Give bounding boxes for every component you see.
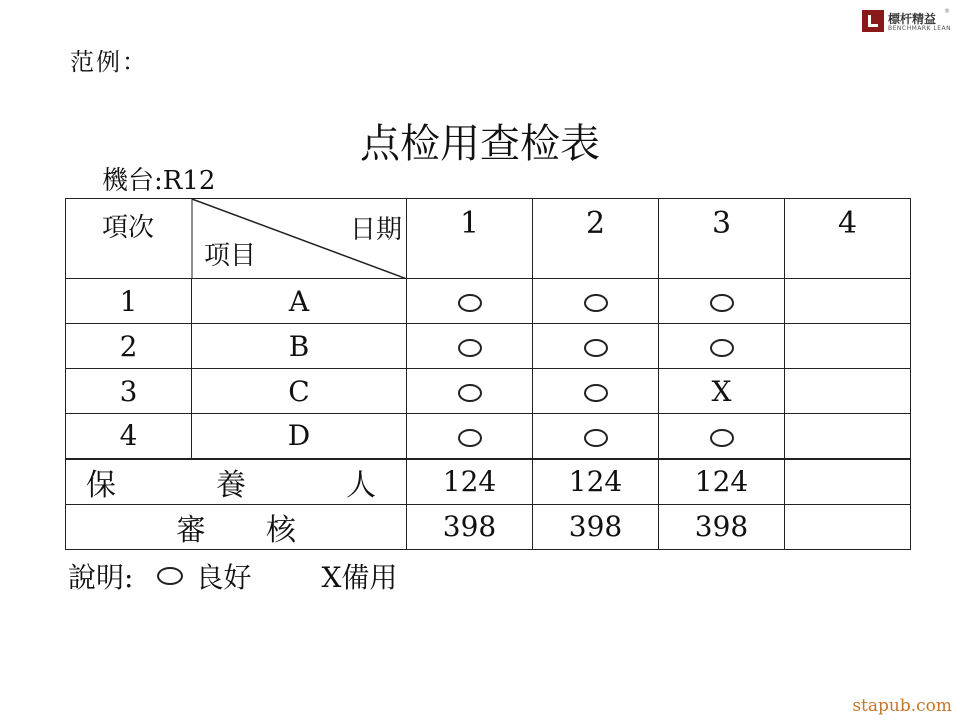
row-item: B	[192, 324, 407, 369]
header-day: 2	[533, 199, 659, 279]
row-item: A	[192, 279, 407, 324]
machine-label: 機台:R12	[102, 166, 216, 196]
header-day: 4	[785, 199, 911, 279]
mark-cell	[533, 414, 659, 459]
ok-circle-icon	[584, 294, 608, 312]
legend-good: 良好	[195, 561, 252, 594]
mark-cell	[785, 369, 911, 414]
table-row	[66, 324, 911, 369]
mark-cell	[659, 414, 785, 459]
watermark: stapub.com	[852, 696, 952, 716]
ok-circle-icon	[584, 339, 608, 357]
maintainer-value: 124	[533, 459, 659, 505]
legend-spare: X備用	[321, 561, 398, 594]
ok-circle-icon	[710, 429, 734, 447]
sheet-title: 点检用查检表	[360, 121, 600, 167]
ok-circle-icon	[458, 429, 482, 447]
header-item-label: 项目	[204, 241, 257, 271]
mark-cell	[785, 279, 911, 324]
mark-cell	[407, 414, 533, 459]
mark-cell	[407, 324, 533, 369]
mark-cell	[785, 414, 911, 459]
mark-cell	[407, 279, 533, 324]
header-day: 1	[407, 199, 533, 279]
mark-cell	[659, 279, 785, 324]
reviewer-label: 審 核	[66, 504, 407, 549]
ok-circle-icon	[710, 294, 734, 312]
header-row	[66, 199, 911, 279]
ok-circle-icon	[710, 339, 734, 357]
header-diagonal-cell	[66, 199, 407, 279]
maintainer-label: 保 養 人	[66, 459, 407, 505]
reviewer-value: 398	[533, 504, 659, 549]
reviewer-value: 398	[659, 504, 785, 549]
mark-cell	[659, 324, 785, 369]
company-logo	[862, 10, 952, 36]
ok-circle-icon	[584, 384, 608, 402]
mark-cell	[533, 279, 659, 324]
mark-cell-x: X	[659, 369, 785, 414]
row-item: D	[192, 414, 407, 459]
logo-name: 標杆精益	[888, 12, 937, 26]
table-row	[66, 414, 911, 459]
mark-cell	[785, 324, 911, 369]
ok-circle-icon	[458, 294, 482, 312]
maintainer-row	[66, 459, 911, 505]
header-date-label: 日期	[349, 215, 402, 245]
row-seq: 4	[66, 414, 192, 459]
row-seq: 1	[66, 279, 192, 324]
table-row	[66, 369, 911, 414]
ok-circle-icon	[584, 429, 608, 447]
row-seq: 3	[66, 369, 192, 414]
legend	[68, 556, 397, 596]
maintainer-value: 124	[407, 459, 533, 505]
reviewer-value	[785, 504, 911, 549]
header-seq-label: 項次	[102, 213, 155, 243]
mark-cell	[533, 324, 659, 369]
row-seq: 2	[66, 324, 192, 369]
maintainer-value	[785, 459, 911, 505]
table-row	[66, 279, 911, 324]
ok-circle-icon	[458, 384, 482, 402]
reviewer-value: 398	[407, 504, 533, 549]
mark-cell	[407, 369, 533, 414]
maintainer-value: 124	[659, 459, 785, 505]
header-day: 3	[659, 199, 785, 279]
legend-prefix: 說明:	[68, 561, 134, 594]
checklist-table	[65, 198, 911, 550]
reviewer-row	[66, 504, 911, 549]
logo-subtitle: BENCHMARK LEAN	[888, 25, 952, 32]
mark-cell	[533, 369, 659, 414]
row-item: C	[192, 369, 407, 414]
legend-circle-icon	[157, 567, 183, 585]
logo-mark-icon	[862, 10, 884, 32]
ok-circle-icon	[458, 339, 482, 357]
example-label: 范例：	[70, 48, 148, 76]
logo-registered-mark: ®	[944, 8, 950, 15]
